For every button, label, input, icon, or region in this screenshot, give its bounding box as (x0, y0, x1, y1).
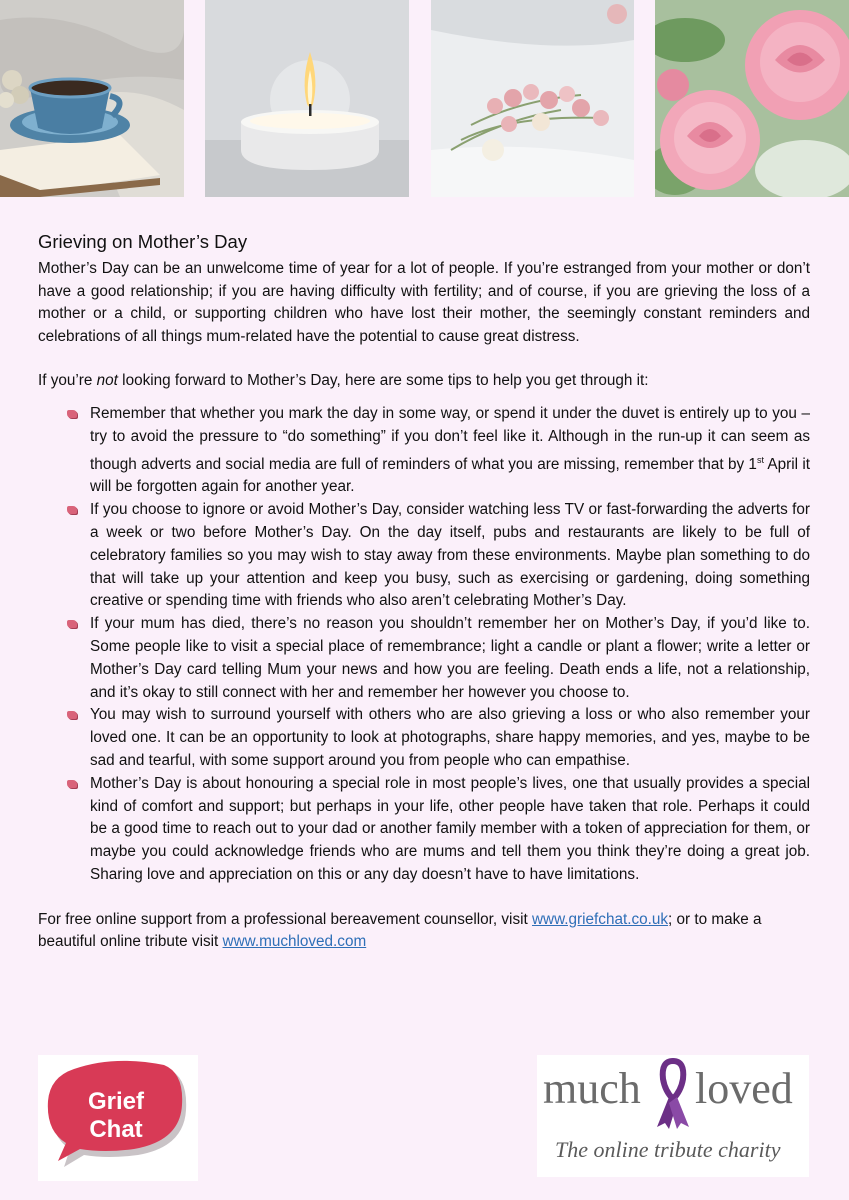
muchloved-link[interactable]: www.muchloved.com (222, 933, 367, 951)
article (38, 230, 810, 954)
list-item: Remember that whether you mark the day in some way, or spend it under the duvet is entirely up to you – try to avoid the pressure to “do something” if you don’t feel like it. Although in the run-up it can seem as though adverts and social media are full of reminders of what you are missing, remember that by 1st April it will be forgotten again for another year. (38, 403, 810, 499)
bullet-icon (67, 506, 77, 514)
muchloved-logo[interactable] (537, 1055, 809, 1177)
lit-candle-photo (205, 0, 409, 197)
footer-paragraph: For free online support from a professional bereavement counsellor, visit www.griefchat.co.uk; or to make a beautiful online tribute visit www.muchloved.com (38, 910, 762, 951)
pink-roses-photo (655, 0, 849, 197)
griefchat-logo-line1: Grief (87, 1088, 145, 1115)
bullet-icon (67, 620, 77, 628)
intro-paragraph: Mother’s Day can be an unwelcome time of year for a lot of people. If you’re estranged from your mother or don’t have a good relationship; if you are having difficulty with fertility; and of course, if you are grieving the loss of a mother or a child, or supporting children who have lost their mother, the seemingly constant reminders and celebrations of all things mum-related have the potential to cause great distress. (38, 260, 810, 345)
book-and-teacup-photo (0, 0, 184, 197)
list-item: You may wish to surround yourself with others who are also grieving a loss or who also remember your loved one. It can be an opportunity to look at photographs, share happy memories, and yes, maybe to be sad and tearful, with some support around you from people who can empathise. (38, 704, 810, 772)
bullet-icon (67, 410, 77, 418)
ribbon-icon (655, 1057, 691, 1131)
muchloved-tagline: The online tribute charity (555, 1137, 781, 1162)
photo-strip (0, 0, 849, 197)
tips-list (38, 403, 810, 887)
lead-emphasis: not (96, 372, 118, 390)
griefchat-link[interactable]: www.griefchat.co.uk (532, 910, 669, 928)
lead-paragraph: If you’re not looking forward to Mother’s Day, here are some tips to help you get through it: (38, 372, 649, 390)
list-item: If your mum has died, there’s no reason you shouldn’t remember her on Mother’s Day, if you’d like to. Some people like to visit a special place of remembrance; light a candle or plant a flower; write a letter or Mother’s Day card telling Mum your news and how you are feeling. Death ends a life, not a relationship, and it’s okay to still connect with her and remember her however you choose to. (38, 613, 810, 704)
list-item: If you choose to ignore or avoid Mother’s Day, consider watching less TV or fast-forwarding the adverts for a week or two before Mother’s Day. On the day itself, pubs and restaurants are likely to be full of celebratory families so you may wish to stay away from these environments. Maybe plan something to do that will take up your attention and keep you busy, such as exercising or gardening, doing something creative or spending time with friends who also aren’t celebrating Mother’s Day. (38, 499, 810, 613)
muchloved-word-left: much (543, 1064, 641, 1113)
bullet-icon (67, 711, 77, 719)
griefchat-logo-line2: Chat (89, 1116, 143, 1143)
bullet-icon (67, 780, 77, 788)
flowers-on-bed-photo (431, 0, 634, 197)
list-item: Mother’s Day is about honouring a special role in most people’s lives, one that usually provides a special kind of comfort and support; but perhaps in your life, other people have taken that role. Perhaps it could be a good time to reach out to your dad or another family member with a token of appreciation for them, or maybe you could acknowledge friends who are mums and tell them you think they’re doing a great job. Sharing love and appreciation on this or any day doesn’t have to have limitations. (38, 773, 810, 887)
page-title: Grieving on Mother’s Day (38, 231, 248, 252)
muchloved-word-right: loved (695, 1064, 793, 1113)
griefchat-logo[interactable] (38, 1055, 198, 1181)
